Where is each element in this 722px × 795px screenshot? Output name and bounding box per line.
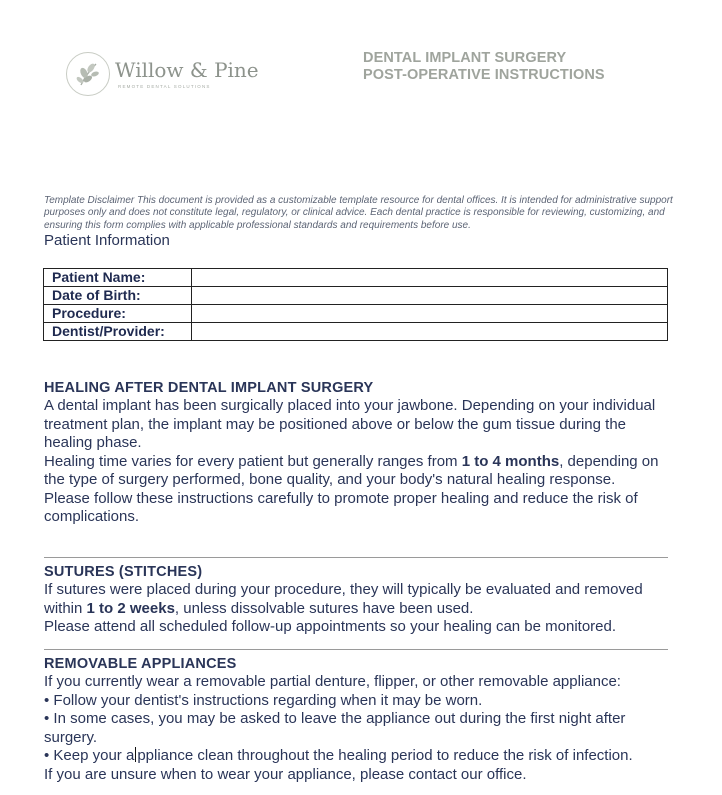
healing-text: Healing time varies for every patient but generally ranges from [44,452,462,470]
healing-paragraph-1: A dental implant has been surgically placed into your jawbone. Depending on your individual treatment plan, the implant may be positioned above or below the gum tissue during the healing phase. [44,397,656,451]
sutures-section [44,563,674,637]
appliance-bullet-1: • Follow your dentist's instructions regarding when it may be worn. [44,691,483,709]
table-row [44,323,668,341]
appliances-intro: If you currently wear a removable partial denture, flipper, or other removable appliance: [44,673,621,690]
patient-name-label: Patient Name: [44,269,192,287]
template-disclaimer: Template Disclaimer This document is provided as a customizable template resource for dental offices. It is intended for administrative support purposes only and does not constitute legal, regulatory, or clinical advice. Each dental practice is responsible for reviewing, customizing, and ensuring this form complies with applicable professional standards and requirements before use. [44,195,673,231]
procedure-label: Procedure: [44,305,192,323]
sutures-heading: SUTURES (STITCHES) [44,564,203,580]
table-row [44,287,668,305]
appliance-bullet-2: • In some cases, you may be asked to leave the appliance out during the first night after surgery. [44,710,626,746]
logo-tagline: REMOTE DENTAL SOLUTIONS [118,84,211,89]
appliances-section [44,655,674,784]
healing-paragraph-3: Please follow these instructions carefully to promote proper healing and reduce the risk of complications. [44,489,638,525]
leaf-emblem-icon [66,52,110,96]
patient-info-heading: Patient Information [44,232,170,249]
table-row [44,269,668,287]
sutures-paragraph-2: Please attend all scheduled follow-up appointments so your healing can be monitored. [44,618,617,635]
section-divider [44,649,668,650]
healing-section [44,379,674,527]
patient-info-table [43,268,668,341]
practice-logo [66,52,259,100]
section-divider [44,557,668,558]
healing-text: , depending on the type of surgery performed, bone quality, and your body's natural healing response. [44,452,659,488]
provider-label: Dentist/Provider: [44,323,192,341]
patient-name-field[interactable] [192,269,668,287]
dob-field[interactable] [192,287,668,305]
healing-paragraph-2 [44,453,674,490]
sutures-paragraph-1 [44,581,674,618]
appliance-bullet-3[interactable] [44,747,674,766]
healing-heading: HEALING AFTER DENTAL IMPLANT SURGERY [44,380,374,396]
dob-label: Date of Birth: [44,287,192,305]
sutures-text: If sutures were placed during your procedure, they will typically be evaluated and removed within [44,581,643,617]
sutures-duration: 1 to 2 weeks [86,599,175,617]
bullet-text: ppliance clean throughout the healing period to reduce the risk of infection. [137,747,633,764]
procedure-field[interactable] [192,305,668,323]
document-title [363,50,605,84]
sutures-text: , unless dissolvable sutures have been used. [174,599,474,617]
appliances-closing: If you are unsure when to wear your appliance, please contact our office. [44,765,527,783]
bullet-text: • Keep your a [44,747,135,764]
logo-name: Willow & Pine [115,58,259,82]
title-line-1: DENTAL IMPLANT SURGERY [363,50,567,66]
title-line-2: POST-OPERATIVE INSTRUCTIONS [363,67,605,83]
healing-duration: 1 to 4 months [461,452,560,470]
provider-field[interactable] [192,323,668,341]
table-row [44,305,668,323]
appliances-heading: REMOVABLE APPLIANCES [44,656,237,672]
